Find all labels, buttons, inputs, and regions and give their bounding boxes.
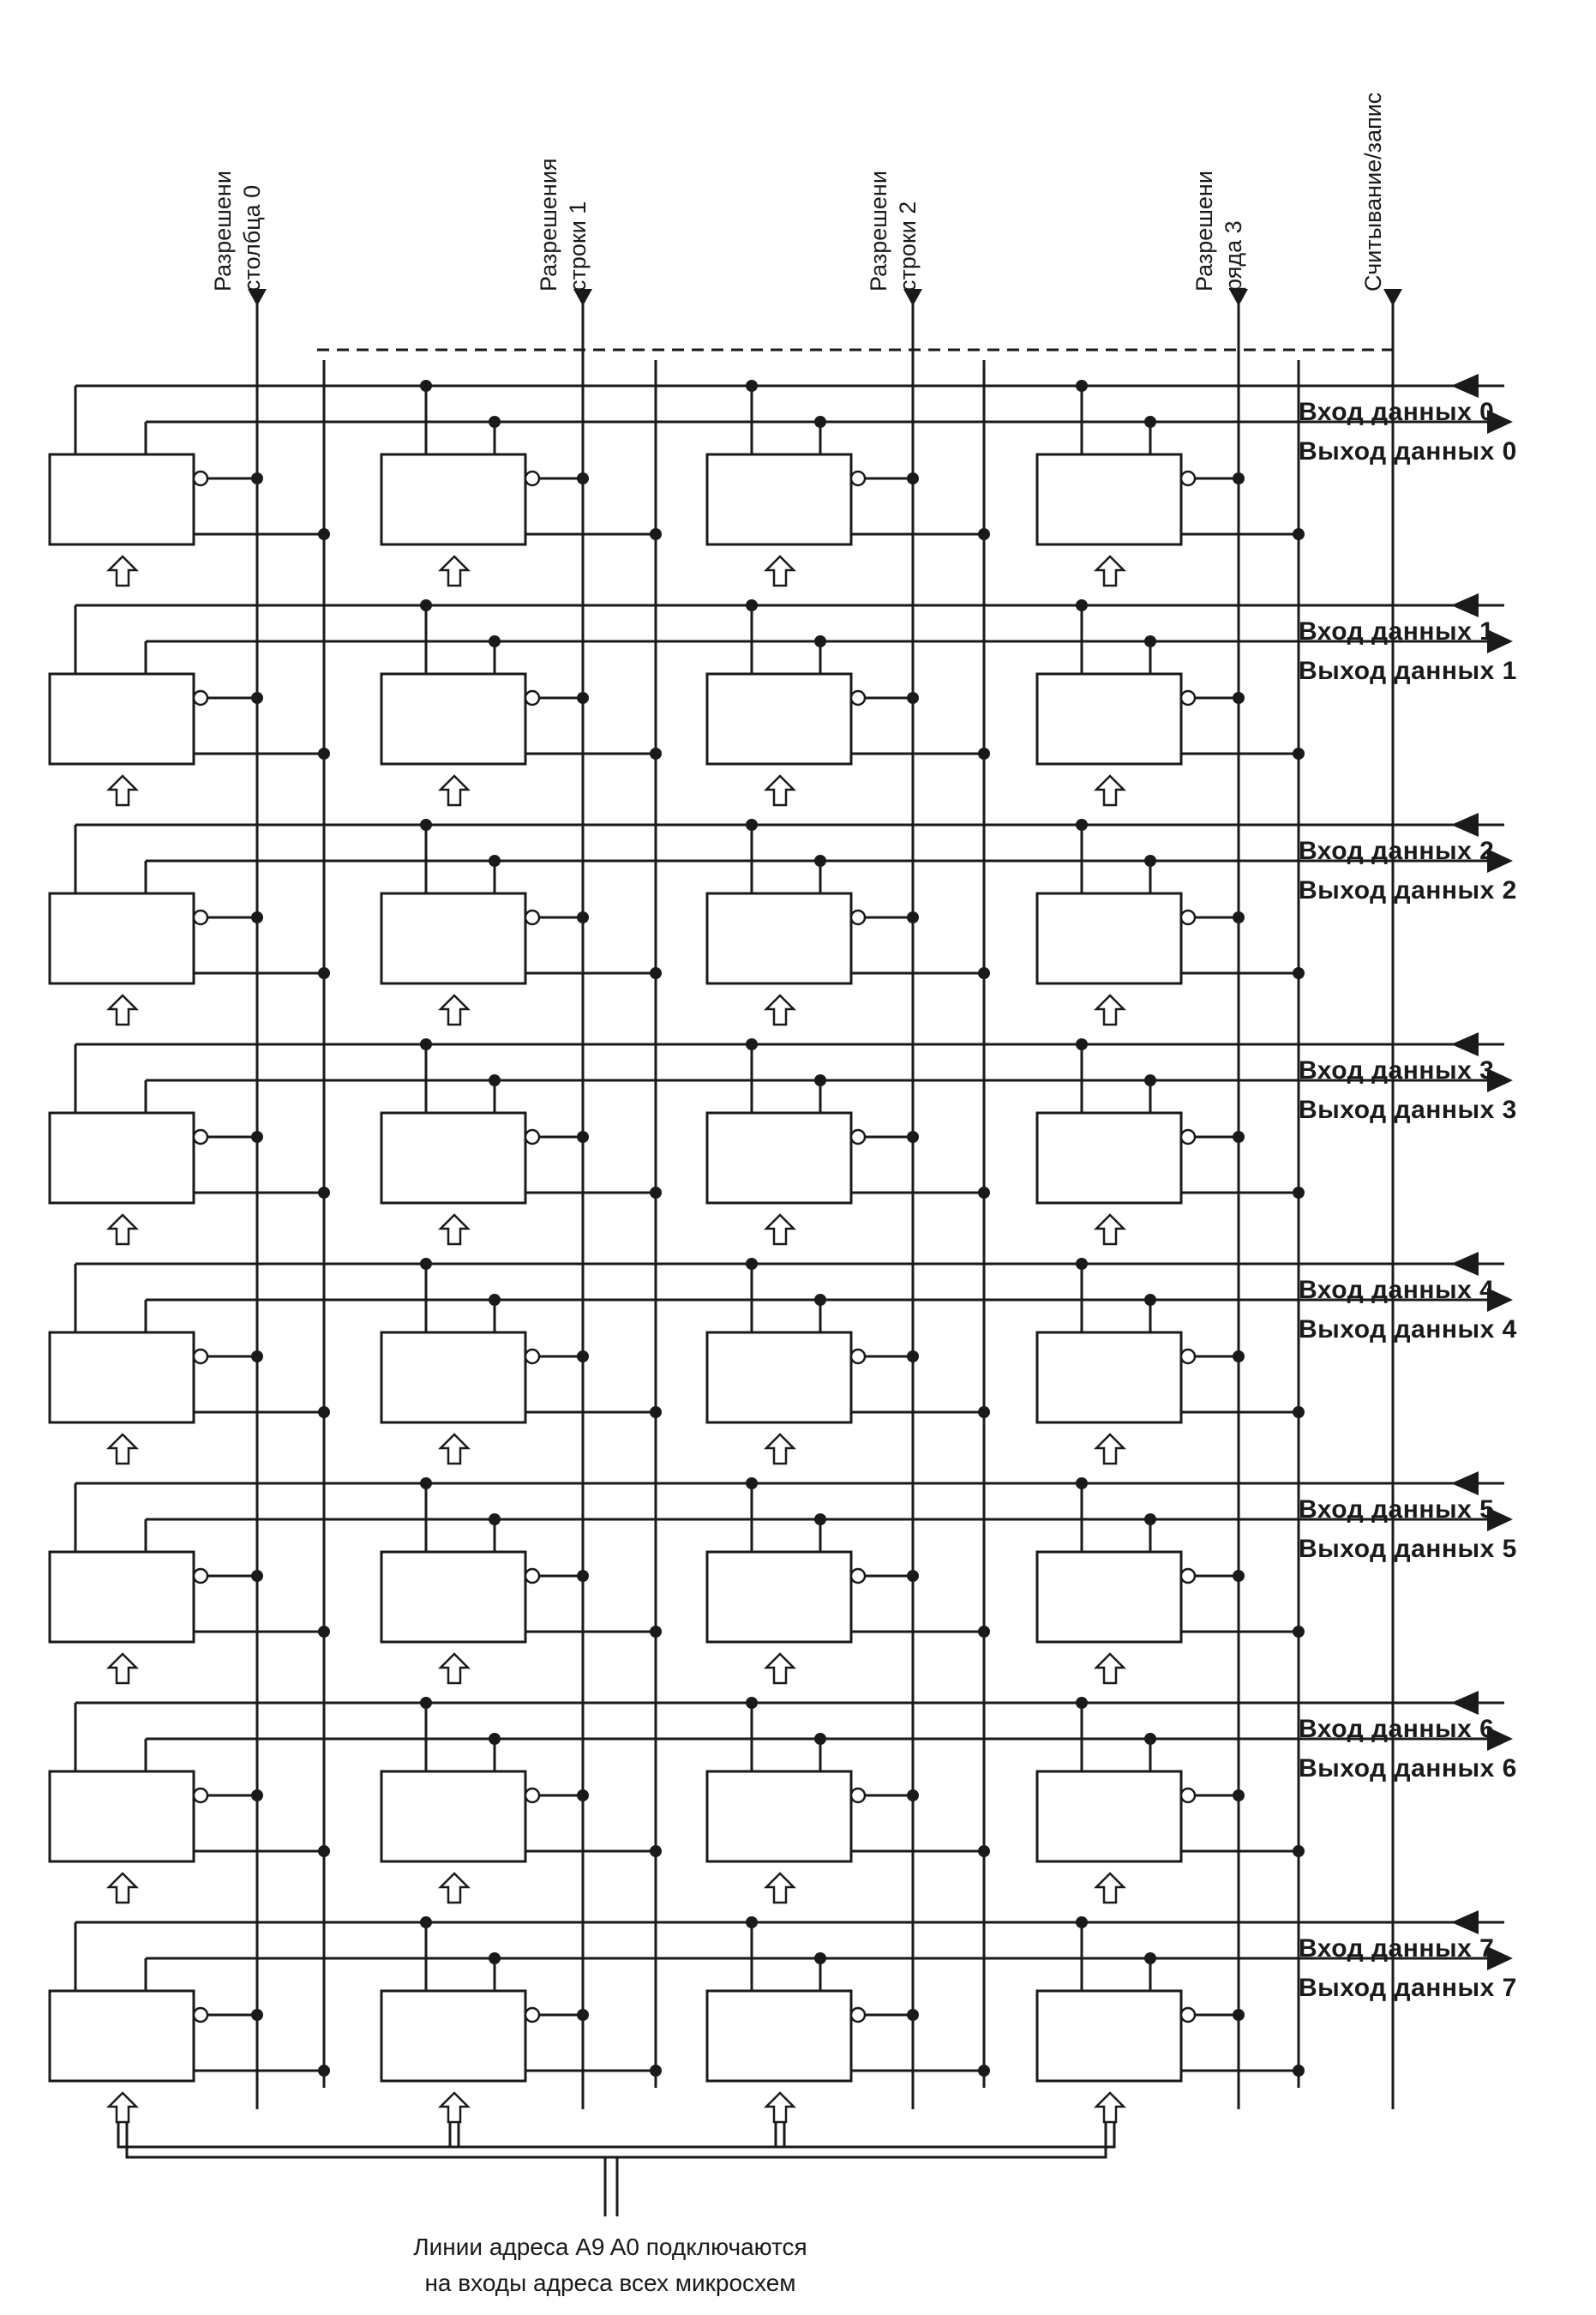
chip-enable-bubble: [851, 2008, 865, 2022]
junction-dot: [1293, 967, 1305, 979]
junction-dot: [746, 1477, 758, 1489]
junction-dot: [1144, 416, 1156, 428]
chip-enable-bubble: [1181, 1350, 1195, 1363]
memory-chip: [381, 1552, 525, 1642]
chip-enable-bubble: [525, 691, 539, 705]
junction-dot: [1144, 1952, 1156, 1964]
memory-chip: [707, 893, 851, 983]
data-in-arrow-6: [1451, 1691, 1479, 1715]
address-input-icon: [109, 1434, 136, 1464]
memory-chip: [707, 454, 851, 544]
chip-enable-bubble: [1181, 2008, 1195, 2022]
junction-dot: [1233, 911, 1245, 923]
junction-dot: [577, 1131, 589, 1143]
address-input-icon: [766, 776, 794, 805]
memory-chip: [50, 454, 194, 544]
chip-enable-bubble: [525, 2008, 539, 2022]
address-input-icon: [109, 1215, 136, 1244]
junction-dot: [907, 1570, 919, 1582]
column-label: [866, 171, 921, 292]
junction-dot: [650, 2065, 662, 2077]
junction-dot: [577, 1789, 589, 1801]
junction-dot: [650, 1845, 662, 1857]
junction-dot: [1233, 472, 1245, 484]
junction-dot: [1293, 1187, 1305, 1199]
junction-dot: [420, 380, 432, 392]
address-bus-lower: [127, 2122, 1106, 2157]
chip-enable-bubble: [525, 472, 539, 485]
junction-dot: [1076, 380, 1088, 392]
junction-dot: [489, 1733, 501, 1745]
memory-chip: [50, 1113, 194, 1203]
memory-chip: [1037, 454, 1181, 544]
junction-dot: [489, 1952, 501, 1964]
chip-enable-bubble: [851, 472, 865, 485]
junction-dot: [1144, 1513, 1156, 1525]
junction-dot: [251, 1131, 263, 1143]
column-label-line: Разрешения: [536, 158, 561, 292]
column-label-line: Разрешени: [1191, 171, 1217, 292]
wiring-layer: [75, 289, 1513, 2216]
column-label-line: строки 1: [565, 201, 591, 292]
chip-enable-bubble: [1181, 1789, 1195, 1802]
data-in-arrow-3: [1451, 1032, 1479, 1056]
memory-chip: [381, 1991, 525, 2081]
column-label-line: Разрешени: [210, 171, 236, 292]
data-output-label: Выход данных 0: [1299, 437, 1517, 466]
junction-dot: [1233, 1350, 1245, 1362]
column-label-line: ряда 3: [1221, 220, 1246, 292]
chip-layer: [50, 454, 1195, 2122]
junction-dot: [318, 528, 330, 540]
memory-chip: [381, 1332, 525, 1422]
memory-chip: [707, 1771, 851, 1861]
chip-enable-bubble: [194, 472, 207, 485]
junction-dot: [746, 599, 758, 611]
junction-dot: [1144, 1074, 1156, 1086]
address-input-icon: [1096, 556, 1124, 586]
address-input-icon: [441, 1654, 468, 1683]
address-bus-upper: [118, 2122, 1114, 2147]
column-label: [1191, 171, 1246, 292]
chip-enable-bubble: [194, 911, 207, 924]
address-input-icon: [766, 1873, 794, 1903]
address-input-icon: [441, 556, 468, 586]
junction-dot: [907, 1789, 919, 1801]
junction-dot: [577, 911, 589, 923]
junction-dot: [318, 1187, 330, 1199]
chip-enable-bubble: [525, 1569, 539, 1583]
chip-enable-bubble: [525, 1130, 539, 1144]
chip-enable-bubble: [851, 1350, 865, 1363]
junction-dot: [1233, 1570, 1245, 1582]
memory-chip: [50, 1771, 194, 1861]
data-in-arrow-0: [1451, 374, 1479, 398]
junction-dot: [814, 1294, 826, 1306]
chip-enable-bubble: [851, 1130, 865, 1144]
junction-dot: [1293, 1406, 1305, 1418]
junction-dot: [907, 1350, 919, 1362]
junction-dot: [907, 2009, 919, 2021]
junction-dot: [318, 967, 330, 979]
junction-dot: [251, 911, 263, 923]
junction-dot: [650, 1406, 662, 1418]
junction-dot: [978, 2065, 990, 2077]
column-label: [210, 171, 265, 292]
junction-dot: [318, 1845, 330, 1857]
column-label-line: Разрешени: [866, 171, 891, 292]
chip-enable-bubble: [1181, 1130, 1195, 1144]
chip-enable-bubble: [851, 911, 865, 924]
junction-dot: [1293, 2065, 1305, 2077]
chip-enable-bubble: [194, 691, 207, 705]
junction-dot: [814, 1074, 826, 1086]
address-input-icon: [109, 556, 136, 586]
chip-enable-bubble: [194, 1130, 207, 1144]
junction-dot: [978, 1626, 990, 1638]
junction-dot: [814, 1733, 826, 1745]
junction-dot: [1233, 2009, 1245, 2021]
data-input-label: Вход данных 1: [1299, 617, 1495, 646]
junction-dot: [1233, 1789, 1245, 1801]
memory-chip: [50, 674, 194, 764]
junction-dot: [420, 1258, 432, 1270]
memory-chip: [381, 893, 525, 983]
junction-dot: [1293, 528, 1305, 540]
data-in-arrow-7: [1451, 1910, 1479, 1934]
junction-dot: [907, 1131, 919, 1143]
address-input-icon: [441, 776, 468, 805]
junction-dot: [650, 967, 662, 979]
junction-dot: [907, 472, 919, 484]
memory-chip: [50, 893, 194, 983]
memory-chip: [381, 674, 525, 764]
junction-dot: [489, 1513, 501, 1525]
memory-chip: [1037, 893, 1181, 983]
junction-dot: [814, 1952, 826, 1964]
junction-dot: [420, 1477, 432, 1489]
junction-dot: [577, 2009, 589, 2021]
data-in-arrow-1: [1451, 593, 1479, 617]
address-input-icon: [766, 995, 794, 1025]
junction-dot: [746, 1038, 758, 1050]
address-input-icon: [1096, 995, 1124, 1025]
data-input-label: Вход данных 0: [1299, 398, 1495, 426]
chip-enable-bubble: [1181, 911, 1195, 924]
junction-dot: [907, 911, 919, 923]
data-in-arrow-2: [1451, 813, 1479, 837]
memory-chip: [1037, 1113, 1181, 1203]
junction-dot: [1144, 1733, 1156, 1745]
address-input-icon: [441, 995, 468, 1025]
data-output-label: Выход данных 2: [1299, 876, 1517, 905]
junction-dot: [318, 2065, 330, 2077]
memory-chip: [50, 1552, 194, 1642]
junction-dot: [1293, 748, 1305, 760]
junction-dot: [978, 1845, 990, 1857]
address-input-icon: [1096, 776, 1124, 805]
data-input-label: Вход данных 2: [1299, 837, 1495, 865]
junction-dot: [1144, 635, 1156, 647]
junction-dot: [907, 692, 919, 704]
data-output-label: Выход данных 6: [1299, 1754, 1517, 1783]
junction-dot: [1076, 1258, 1088, 1270]
junction-dot: [489, 416, 501, 428]
junction-dot: [1076, 1477, 1088, 1489]
memory-chip: [1037, 1991, 1181, 2081]
column-label: [1360, 93, 1386, 292]
memory-chip: [707, 1552, 851, 1642]
memory-chip: [50, 1991, 194, 2081]
control-line-arrow-4: [1383, 289, 1402, 306]
junction-dot: [650, 528, 662, 540]
address-input-icon: [109, 776, 136, 805]
memory-chip: [1037, 1552, 1181, 1642]
address-input-icon: [109, 995, 136, 1025]
junction-dot: [420, 1038, 432, 1050]
junction-dot: [489, 1074, 501, 1086]
chip-enable-bubble: [851, 1569, 865, 1583]
junction-dot: [420, 1697, 432, 1709]
chip-enable-bubble: [525, 911, 539, 924]
address-input-icon: [766, 2093, 794, 2122]
memory-chip: [1037, 674, 1181, 764]
data-output-label: Выход данных 7: [1299, 1974, 1517, 2002]
junction-dot: [489, 1294, 501, 1306]
junction-dot: [251, 1789, 263, 1801]
junction-dot: [1076, 1697, 1088, 1709]
junction-dot: [814, 1513, 826, 1525]
junction-dot: [420, 1916, 432, 1928]
chip-enable-bubble: [194, 2008, 207, 2022]
junction-dot: [577, 1570, 589, 1582]
memory-chip: [381, 1113, 525, 1203]
memory-chip: [707, 1113, 851, 1203]
junction-dot: [1144, 1294, 1156, 1306]
junction-dot: [1076, 819, 1088, 831]
junction-dot: [577, 692, 589, 704]
junction-dot: [489, 635, 501, 647]
junction-dot: [251, 692, 263, 704]
address-input-icon: [1096, 1434, 1124, 1464]
address-input-icon: [766, 1654, 794, 1683]
column-label-line: столбца 0: [239, 184, 265, 292]
address-input-icon: [766, 1215, 794, 1244]
caption-line: на входы адреса всех микросхем: [424, 2270, 796, 2296]
address-input-icon: [109, 1873, 136, 1903]
memory-chip: [707, 1991, 851, 2081]
junction-dot: [746, 1697, 758, 1709]
column-label: [536, 158, 591, 292]
junction-dot: [1076, 1038, 1088, 1050]
junction-dot: [420, 819, 432, 831]
chip-enable-bubble: [194, 1569, 207, 1583]
address-input-icon: [441, 2093, 468, 2122]
junction-dot: [251, 472, 263, 484]
junction-dot: [978, 1187, 990, 1199]
chip-enable-bubble: [194, 1350, 207, 1363]
junction-dot: [746, 380, 758, 392]
junction-dot: [978, 528, 990, 540]
junction-dot: [1293, 1626, 1305, 1638]
data-input-label: Вход данных 3: [1299, 1056, 1495, 1085]
memory-chip: [1037, 1332, 1181, 1422]
chip-enable-bubble: [194, 1789, 207, 1802]
junction-dot: [1233, 1131, 1245, 1143]
junction-dot: [978, 967, 990, 979]
chip-enable-bubble: [1181, 472, 1195, 485]
junction-dot: [318, 748, 330, 760]
junction-dot: [420, 599, 432, 611]
memory-chip: [707, 674, 851, 764]
junction-dot: [251, 1570, 263, 1582]
junction-dot: [650, 1626, 662, 1638]
junction-dot: [1076, 1916, 1088, 1928]
data-output-label: Выход данных 1: [1299, 657, 1517, 685]
address-input-icon: [441, 1434, 468, 1464]
memory-chip: [1037, 1771, 1181, 1861]
junction-dot: [577, 1350, 589, 1362]
chip-enable-bubble: [851, 691, 865, 705]
data-output-label: Выход данных 4: [1299, 1315, 1517, 1344]
address-input-icon: [109, 2093, 136, 2122]
junction-dot: [978, 748, 990, 760]
memory-chip: [381, 454, 525, 544]
data-input-label: Вход данных 7: [1299, 1934, 1495, 1963]
junction-dot: [978, 1406, 990, 1418]
address-input-icon: [766, 1434, 794, 1464]
junction-dot: [814, 855, 826, 867]
junction-dot: [251, 2009, 263, 2021]
data-input-label: Вход данных 4: [1299, 1276, 1495, 1304]
junction-dot: [746, 819, 758, 831]
address-input-icon: [109, 1654, 136, 1683]
memory-chip: [50, 1332, 194, 1422]
address-input-icon: [766, 556, 794, 586]
junction-dot: [318, 1406, 330, 1418]
junction-dot: [251, 1350, 263, 1362]
junction-dot: [814, 635, 826, 647]
data-input-label: Вход данных 6: [1299, 1715, 1495, 1743]
junction-dot: [1076, 599, 1088, 611]
address-input-icon: [1096, 1873, 1124, 1903]
data-in-arrow-5: [1451, 1471, 1479, 1495]
junction-dot: [746, 1916, 758, 1928]
chip-enable-bubble: [851, 1789, 865, 1802]
junction-dot: [489, 855, 501, 867]
address-input-icon: [1096, 1654, 1124, 1683]
chip-enable-bubble: [525, 1350, 539, 1363]
data-output-label: Выход данных 3: [1299, 1096, 1517, 1124]
junction-dot: [1293, 1845, 1305, 1857]
junction-dot: [746, 1258, 758, 1270]
caption-line: Линии адреса A9 A0 подключаются: [413, 2234, 807, 2260]
data-in-arrow-4: [1451, 1252, 1479, 1276]
junction-dot: [318, 1626, 330, 1638]
chip-enable-bubble: [1181, 691, 1195, 705]
junction-dot: [577, 472, 589, 484]
address-input-icon: [441, 1873, 468, 1903]
column-label-line: строки 2: [895, 201, 921, 292]
chip-enable-bubble: [525, 1789, 539, 1802]
junction-dot: [1233, 692, 1245, 704]
data-input-label: Вход данных 5: [1299, 1495, 1495, 1524]
junction-dot: [1144, 855, 1156, 867]
address-input-icon: [1096, 2093, 1124, 2122]
chip-enable-bubble: [1181, 1569, 1195, 1583]
column-label-line: Считывание/запис: [1360, 92, 1386, 292]
memory-chip: [707, 1332, 851, 1422]
memory-chip: [381, 1771, 525, 1861]
data-output-label: Выход данных 5: [1299, 1535, 1517, 1563]
junction-dot: [814, 416, 826, 428]
junction-dot: [650, 1187, 662, 1199]
address-input-icon: [1096, 1215, 1124, 1244]
junction-dot: [650, 748, 662, 760]
address-input-icon: [441, 1215, 468, 1244]
